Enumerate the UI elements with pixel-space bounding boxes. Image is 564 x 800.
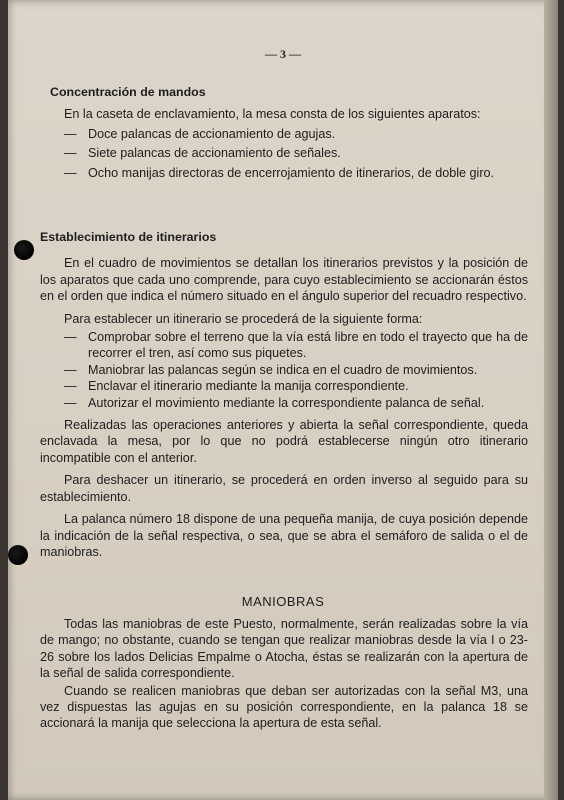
section-itinerarios [40, 229, 528, 560]
paragraph: Cuando se realicen maniobras que deban ser autorizadas con la señal M3, una vez dispuestas las agujas en su posición correspondiente, en la palanca 18 se accionará la manija que selecciona la apertura de esta señal. [40, 683, 528, 731]
list-item: — Autorizar el movimiento mediante la correspondiente palanca de señal. [64, 395, 485, 410]
page-edge-shadow [544, 0, 558, 800]
list-item: — Ocho manijas directoras de encerrojamiento de itinerarios, de doble giro. [64, 165, 495, 180]
paragraph: Todas las maniobras de este Puesto, normalmente, serán realizadas sobre la vía de mango; no obstante, cuando se tengan que realizar maniobras desde la vía I o 23-26 sobre los lados Delicias Empalme o Atocha, éstas se realizarán con la apertura de la señal de salida correspondiente. [40, 617, 528, 681]
section-concentracion [40, 84, 528, 181]
section-title-maniobras: MANIOBRAS [241, 594, 325, 609]
paragraph: En la caseta de enclavamiento, la mesa consta de los siguientes aparatos: [64, 107, 481, 122]
list-item: — Maniobrar las palancas según se indica en el cuadro de movimientos. [64, 362, 478, 377]
paragraph: Para establecer un itinerario se procederá de la siguiente forma: [64, 311, 423, 326]
binder-hole [8, 545, 28, 565]
list-item: — Comprobar sobre el terreno que la vía está libre en todo el trayecto que ha de recorrer el tren, así como sus piquetes. [64, 330, 528, 361]
page-number: — 3 — [265, 47, 301, 61]
paragraph: Para deshacer un itinerario, se procederá en orden inverso al seguido para su establecimiento. [40, 473, 528, 504]
list-item: — Doce palancas de accionamiento de agujas. [64, 126, 336, 141]
paragraph: La palanca número 18 dispone de una pequeña manija, de cuya posición depende la indicación de la señal respectiva, o sea, que se abra el semáforo de salida o el de maniobras. [40, 512, 528, 559]
list-item: — Enclavar el itinerario mediante la manija correspondiente. [64, 379, 409, 394]
section-heading: Establecimiento de itinerarios [40, 230, 217, 244]
list-item: — Siete palancas de accionamiento de señales. [64, 146, 341, 161]
section-maniobras [40, 616, 528, 732]
section-heading: Concentración de mandos [50, 85, 206, 99]
binder-hole [14, 240, 34, 260]
document-page [8, 0, 558, 800]
paragraph: Realizadas las operaciones anteriores y abierta la señal correspondiente, queda enclavada la mesa, por lo que no podrá establecerse ningún otro itinerario incompatible con el anterior. [40, 418, 528, 465]
paragraph: En el cuadro de movimientos se detallan los itinerarios previstos y la posición de los aparatos que cada uno comprende, para cuyo establecimiento se accionarán éstos en el orden que indica el número situado en el ángulo superior del recuadro respectivo. [40, 256, 528, 304]
